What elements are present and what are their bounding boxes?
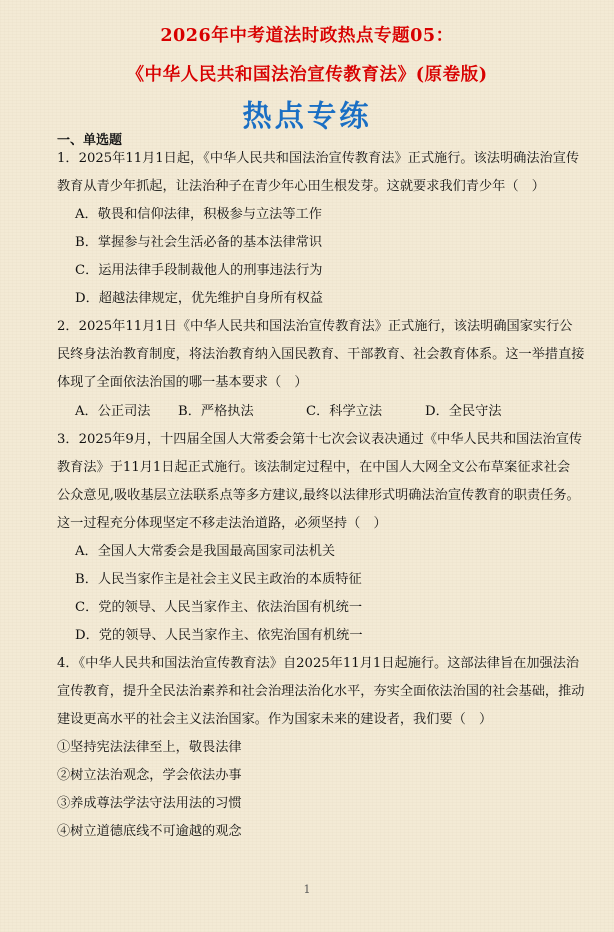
document-title-line-1: 2026年中考道法时政热点专题05： xyxy=(160,25,454,46)
q2-stem-line-2: 民终身法治教育制度，将法治教育纳入国民教育、干部教育、社会教育体系。这一举措直接 xyxy=(57,347,585,362)
q1-stem-line-1: 1．2025年11月1日起，《中华人民共和国法治宣传教育法》正式施行。该法明确法治宣传 xyxy=(57,151,580,166)
q2-option-c: C．科学立法 xyxy=(306,404,383,419)
q2-stem-line-1: 2．2025年11月1日《中华人民共和国法治宣传教育法》正式施行，该法明确国家实行公 xyxy=(57,319,573,334)
q3-stem-line-3: 公众意见,吸收基层立法联系点等多方建议,最终以法律形式明确法治宣传教育的职责任务。 xyxy=(57,488,580,503)
q2-option-a: A．公正司法 xyxy=(75,404,151,419)
q3-stem-line-1: 3．2025年9月，十四届全国人大常委会第十七次会议表决通过《中华人民共和国法治宣传 xyxy=(57,432,583,447)
q1-option-c: C．运用法律手段制裁他人的刑事违法行为 xyxy=(75,263,323,278)
page-number: 1 xyxy=(303,883,311,896)
main-title: 热点专练 xyxy=(242,98,372,133)
q2-stem-line-3: 体现了全面依法治国的哪一基本要求（ ） xyxy=(57,375,308,390)
q3-option-b: B．人民当家作主是社会主义民主政治的本质特征 xyxy=(75,572,362,587)
q1-option-d: D．超越法律规定，优先维护自身所有权益 xyxy=(75,291,323,306)
q4-stem-line-3: 建设更高水平的社会主义法治国家。作为国家未来的建设者，我们要（ ） xyxy=(57,712,493,727)
q4-statement-3: ③养成尊法学法守法用法的习惯 xyxy=(57,796,242,811)
q4-statement-4: ④树立道德底线不可逾越的观念 xyxy=(57,824,242,839)
q4-statement-1: ①坚持宪法法律至上，敬畏法律 xyxy=(57,740,242,755)
q1-option-a: A．敬畏和信仰法律，积极参与立法等工作 xyxy=(75,207,322,222)
q2-option-b: B．严格执法 xyxy=(178,404,254,419)
q2-option-d: D．全民守法 xyxy=(425,404,502,419)
document-title-line-2: 《中华人民共和国法治宣传教育法》(原卷版) xyxy=(126,64,488,85)
q4-statement-2: ②树立法治观念，学会依法办事 xyxy=(57,768,242,783)
q4-stem-line-1: 4．《中华人民共和国法治宣传教育法》自2025年11月1日起施行。这部法律旨在加强法治 xyxy=(57,656,580,671)
q3-option-a: A．全国人大常委会是我国最高国家司法机关 xyxy=(75,544,336,559)
q1-stem-line-2: 教育从青少年抓起，让法治种子在青少年心田生根发芽。这就要求我们青少年（ ） xyxy=(57,179,545,194)
q3-stem-line-4: 这一过程充分体现坚定不移走法治道路，必须坚持（ ） xyxy=(57,516,387,531)
q3-option-c: C．党的领导、人民当家作主、依法治国有机统一 xyxy=(75,600,363,615)
q1-option-b: B．掌握参与社会生活必备的基本法律常识 xyxy=(75,235,323,250)
q3-option-d: D．党的领导、人民当家作主、依宪治国有机统一 xyxy=(75,628,363,643)
q4-stem-line-2: 宣传教育，提升全民法治素养和社会治理法治化水平，夯实全面依法治国的社会基础，推动 xyxy=(57,684,585,699)
section-heading: 一、单选题 xyxy=(57,133,123,148)
q3-stem-line-2: 教育法》于11月1日起正式施行。该法制定过程中，在中国人大网全文公布草案征求社会 xyxy=(57,460,571,475)
